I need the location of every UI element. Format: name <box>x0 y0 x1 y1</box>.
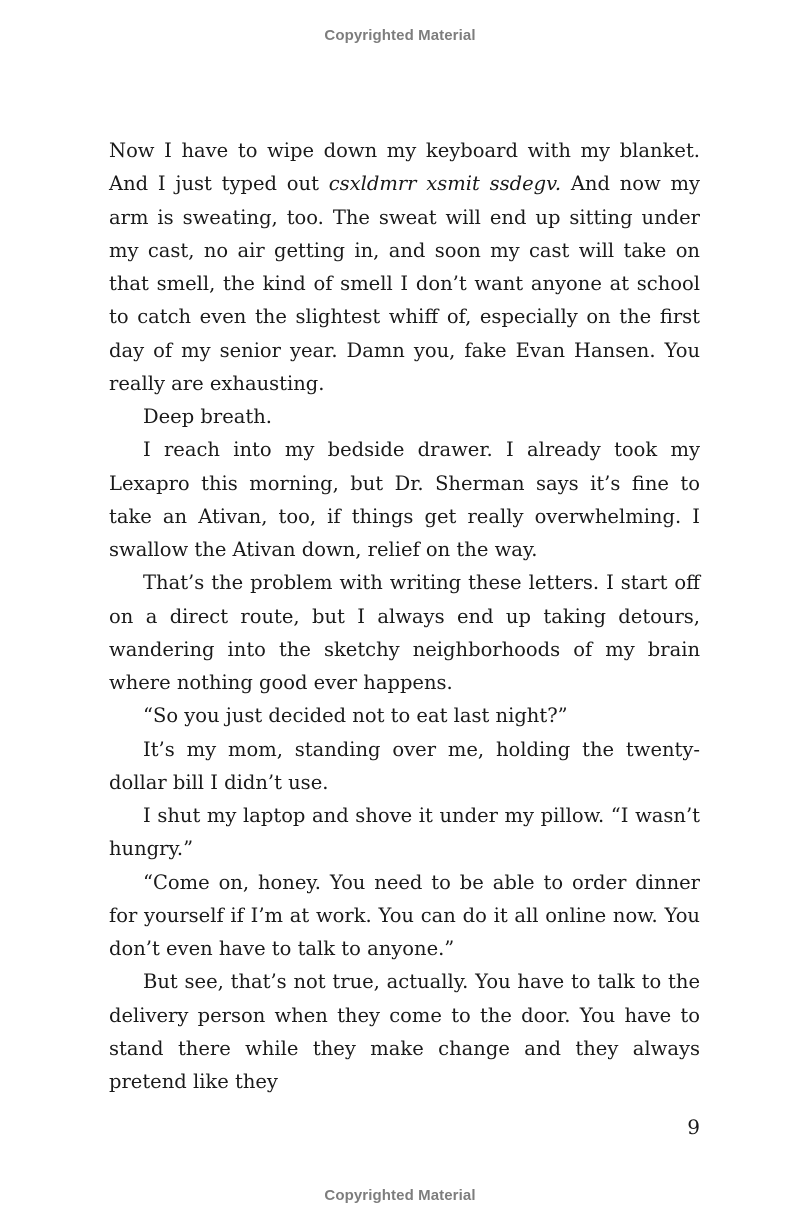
paragraph: But see, that’s not true, actually. You have to talk to the delivery person when they come to the door. You have to stand there while they make change and they always pretend like they <box>109 970 700 1093</box>
paragraph: It’s my mom, standing over me, holding the twenty-dollar bill I didn’t use. <box>109 737 700 794</box>
page-number: 9 <box>687 1115 700 1139</box>
copyright-footer: Copyrighted Material <box>324 1187 476 1204</box>
paragraph: Deep breath. <box>143 405 272 428</box>
paragraph: “Come on, honey. You need to be able to order dinner for yourself if I’m at work. You can do it all online now. You don’t even have to talk to anyone.” <box>109 870 700 960</box>
paragraph-text: Now I have to wipe down my keyboard with my blanket. And I just typed out <box>109 139 700 196</box>
paragraph: I reach into my bedside drawer. I already took my Lexapro this morning, but Dr. Sherman says it’s fine to take an Ativan, too, if things get really overwhelming. I swallow the Ativan down, relief on the way. <box>109 438 700 561</box>
copyright-header: Copyrighted Material <box>324 27 476 44</box>
paragraph: I shut my laptop and shove it under my pillow. “I wasn’t hungry.” <box>109 804 700 861</box>
body-text <box>109 134 700 1098</box>
paragraph: “So you just decided not to eat last night?” <box>143 704 568 728</box>
italic-typed-text: csxldmrr xsmit ssdegv. <box>328 172 562 196</box>
paragraph <box>109 134 700 400</box>
paragraph: That’s the problem with writing these letters. I start off on a direct route, but I always end up taking detours, wandering into the sketchy neighborhoods of my brain where nothing good ever happens. <box>109 571 700 694</box>
paragraph-text: And now my arm is sweating, too. The sweat will end up sitting under my cast, no air getting in, and soon my cast will take on that smell, the kind of smell I don’t want anyone at school to catch even the slightest whiff of, especially on the first day of my senior year. Damn you, fake Evan Hansen. You really are exhausting. <box>109 172 701 395</box>
